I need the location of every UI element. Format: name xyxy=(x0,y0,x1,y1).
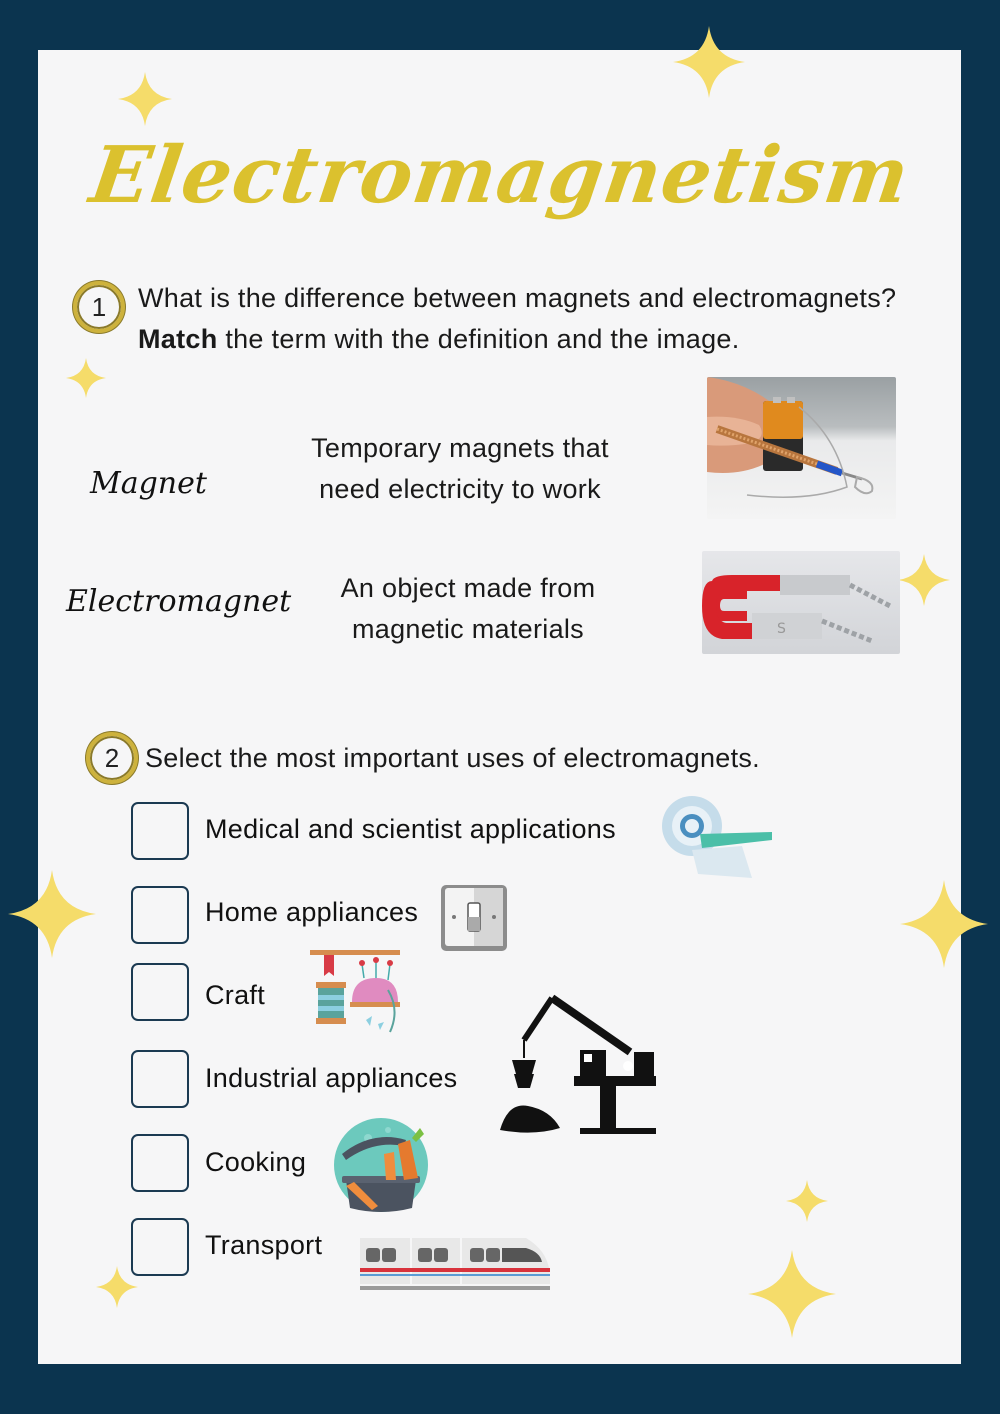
definition-line: magnetic materials xyxy=(352,614,584,644)
question-1-text-start: What is the difference between magnets and electromagnets? xyxy=(138,283,897,313)
option-label: Craft xyxy=(205,980,266,1010)
checkbox-medical[interactable] xyxy=(131,802,189,860)
electromagnet-photo-icon[interactable] xyxy=(707,377,896,519)
checkbox-home-appliances[interactable] xyxy=(131,886,189,944)
question-number-badge: 2 xyxy=(86,732,138,784)
scrap-crane-icon xyxy=(494,992,660,1138)
sewing-craft-icon xyxy=(308,950,402,1038)
checkbox-cooking[interactable] xyxy=(131,1134,189,1192)
definition-line: Temporary magnets that xyxy=(311,433,609,463)
checkbox-craft[interactable] xyxy=(131,963,189,1021)
option-label: Medical and scientist applications xyxy=(205,814,616,844)
definition-line: An object made from xyxy=(340,573,596,603)
mri-scanner-icon xyxy=(662,794,774,882)
cooking-pot-icon xyxy=(332,1116,438,1214)
maglev-train-icon xyxy=(358,1238,552,1292)
sparkle-icon xyxy=(673,26,745,98)
question-1-text-bold: Match xyxy=(138,324,218,354)
term-magnet[interactable]: Magnet xyxy=(90,466,207,501)
checkbox-industrial[interactable] xyxy=(131,1050,189,1108)
definition-line: need electricity to work xyxy=(319,474,601,504)
term-electromagnet[interactable]: Electromagnet xyxy=(66,584,292,619)
question-2-text: Select the most important uses of electromagnets. xyxy=(145,743,760,773)
sparkle-icon xyxy=(118,72,172,126)
definition-magnetic-object[interactable] xyxy=(298,568,638,650)
page-title: Electromagnetism xyxy=(84,130,916,221)
checkbox-transport[interactable] xyxy=(131,1218,189,1276)
svg-text:S: S xyxy=(777,621,786,637)
sparkle-icon xyxy=(748,1250,836,1338)
option-label: Transport xyxy=(205,1230,323,1260)
question-1-text xyxy=(138,278,898,360)
sparkle-icon xyxy=(900,880,988,968)
horseshoe-magnet-photo-icon[interactable] xyxy=(702,551,900,654)
sparkle-icon xyxy=(8,870,96,958)
question-number-badge: 1 xyxy=(73,281,125,333)
sparkle-icon xyxy=(898,554,950,606)
sparkle-icon xyxy=(66,358,106,398)
sparkle-icon xyxy=(786,1180,828,1222)
light-switch-icon xyxy=(439,883,509,953)
option-label: Cooking xyxy=(205,1147,307,1177)
option-label: Industrial appliances xyxy=(205,1063,458,1093)
option-label: Home appliances xyxy=(205,897,419,927)
definition-temporary-magnets[interactable] xyxy=(290,428,630,510)
question-1-text-end: the term with the definition and the image. xyxy=(217,324,740,354)
